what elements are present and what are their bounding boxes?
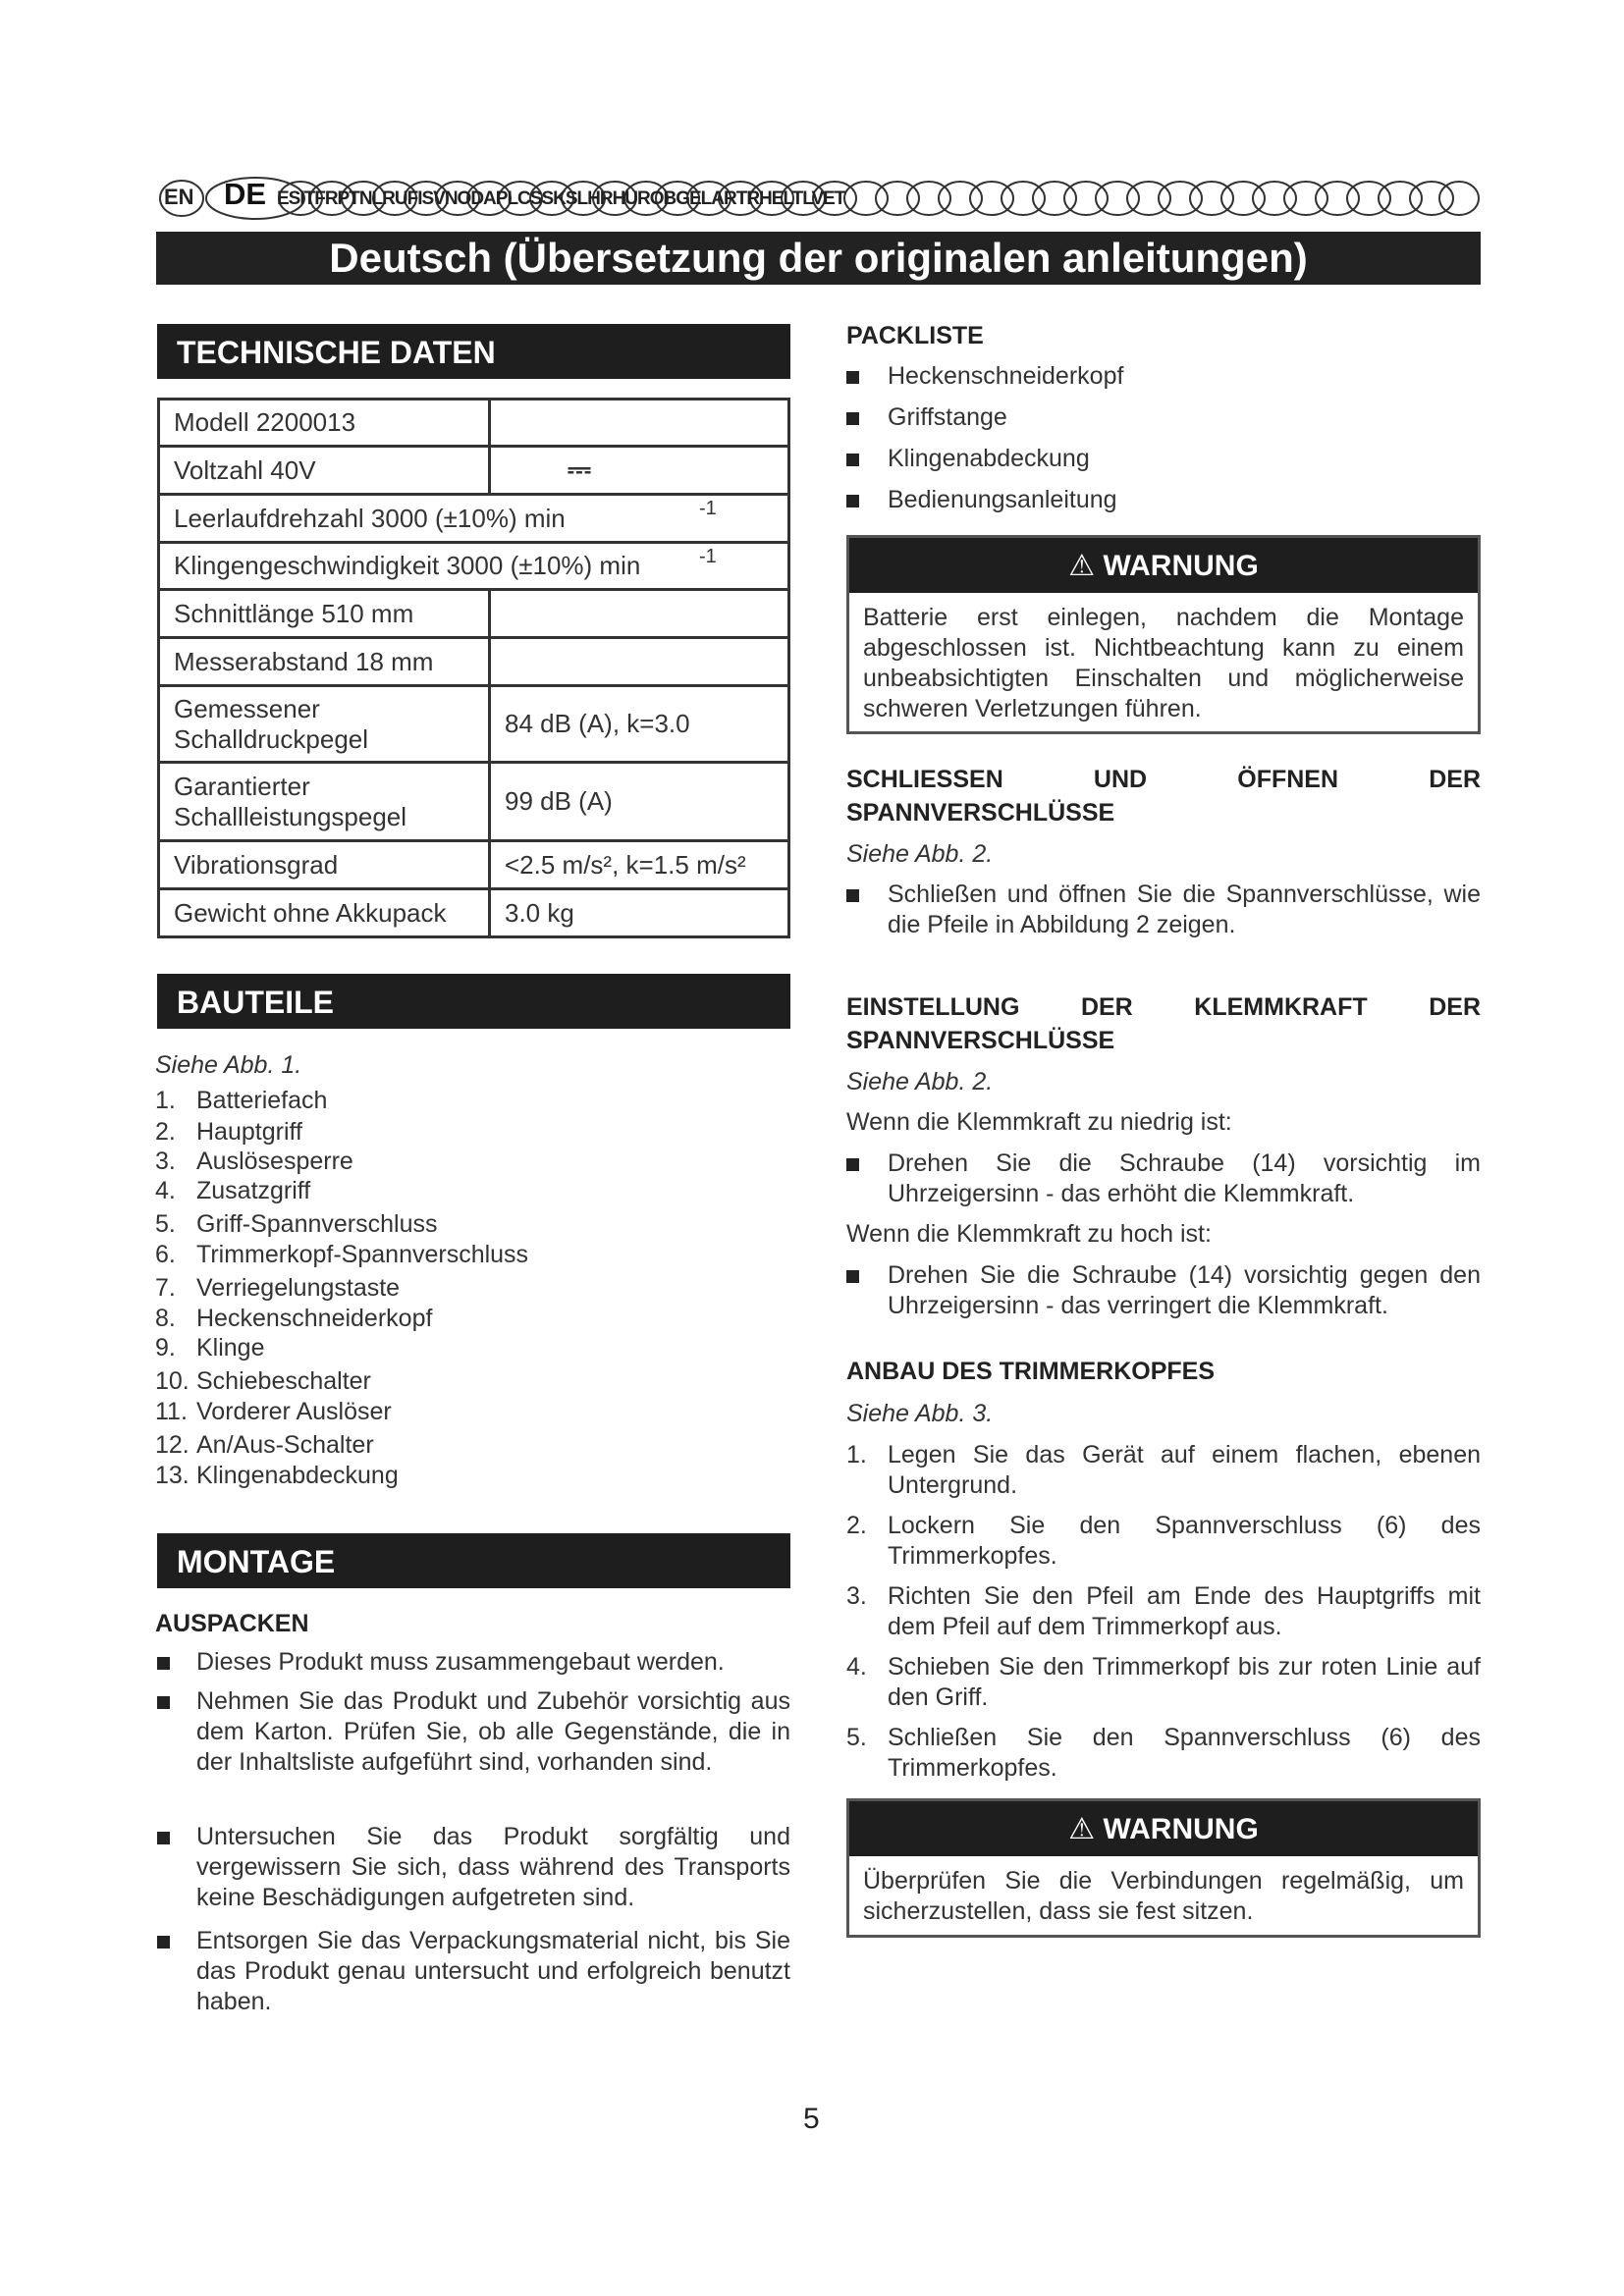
spec-label: Gewicht ohne Akkupack [159, 889, 490, 937]
superscript: -1 [699, 546, 717, 567]
list-item: 2. Lockern Sie den Spannverschluss (6) des Trimmerkopfes. [846, 1512, 1481, 1570]
list-item: 2. Hauptgriff [155, 1118, 302, 1146]
spec-value: 99 dB (A) [490, 763, 789, 841]
bullet-icon [157, 1832, 170, 1844]
list-item: 13. Klingenabdeckung [155, 1462, 399, 1489]
bullet-icon [157, 1696, 170, 1709]
list-item: 11. Vorderer Auslöser [155, 1398, 392, 1425]
list-item: Drehen Sie die Schraube (14) vorsichtig gegen den Uhrzeigersinn - das verringert die Klemmkraft. [846, 1260, 1481, 1321]
bullet-icon [846, 412, 859, 425]
section-anbau-heading: ANBAU DES TRIMMERKOPFES [846, 1358, 1216, 1385]
section-packliste-heading: PACKLISTE [846, 322, 984, 349]
list-item: 9. Klinge [155, 1334, 265, 1362]
bullet-icon [846, 495, 859, 507]
list-item: 4. Zusatzgriff [155, 1177, 311, 1204]
list-item: 6. Trimmerkopf-Spannverschluss [155, 1241, 529, 1268]
list-item: Heckenschneiderkopf [846, 361, 1475, 392]
list-item: Untersuchen Sie das Produkt sorgfältig und vergewissern Sie sich, dass während des Transports keine Beschädigungen aufgetreten sind. [157, 1822, 790, 1913]
table-row [159, 686, 789, 763]
table-row [159, 889, 789, 937]
list-item: 3. Auslösesperre [155, 1148, 353, 1175]
spec-label: Leerlaufdrehzahl 3000 (±10%) min [159, 495, 789, 543]
warning-text: Überprüfen Sie die Verbindungen regelmäßig, um sicherzustellen, dass sie fest sitzen. [863, 1867, 1464, 1925]
spec-value [490, 590, 789, 638]
bullet-icon [846, 371, 859, 384]
warning-header: ⚠ WARNUNG [849, 538, 1478, 593]
warning-header: ⚠ WARNUNG [849, 1801, 1478, 1856]
subheading-auspacken: AUSPACKEN [155, 1610, 309, 1637]
list-item: 12. An/Aus-Schalter [155, 1431, 374, 1459]
table-row [159, 543, 789, 590]
list-item: Griffstange [846, 402, 1475, 433]
table-row [159, 638, 789, 686]
bullet-icon [846, 454, 859, 466]
section-montage-heading: MONTAGE [157, 1533, 790, 1588]
spec-value: 3.0 kg [490, 889, 789, 937]
bullet-icon [846, 889, 859, 902]
paragraph: Wenn die Klemmkraft zu hoch ist: [846, 1220, 1212, 1248]
warning-triangle-icon: ⚠ [1068, 1813, 1096, 1845]
spec-label: Garantierter Schallleistungspegel [159, 763, 490, 841]
spec-label: Klingengeschwindigkeit 3000 (±10%) min [159, 543, 789, 590]
list-item: Drehen Sie die Schraube (14) vorsichtig im Uhrzeigersinn - das erhöht die Klemmkraft. [846, 1148, 1481, 1209]
list-item: 1. Batteriefach [155, 1087, 328, 1114]
bullet-icon [157, 1657, 170, 1670]
spec-value: <2.5 m/s², k=1.5 m/s² [490, 841, 789, 889]
figure-reference: Siehe Abb. 2. [846, 840, 994, 868]
list-item: 8. Heckenschneiderkopf [155, 1305, 433, 1332]
table-row [159, 495, 789, 543]
list-item: Schließen und öffnen Sie die Spannverschlüsse, wie die Pfeile in Abbildung 2 zeigen. [846, 880, 1481, 940]
figure-reference: Siehe Abb. 1. [155, 1051, 302, 1079]
list-item: Dieses Produkt muss zusammengebaut werden. [157, 1647, 790, 1678]
list-item: 3. Richten Sie den Pfeil am Ende des Hauptgriffs mit dem Pfeil auf dem Trimmerkopf aus. [846, 1582, 1481, 1640]
warning-triangle-icon: ⚠ [1068, 550, 1096, 582]
lang-tab-de: DE [224, 177, 267, 211]
figure-reference: Siehe Abb. 3. [846, 1400, 994, 1427]
spec-label: Modell 2200013 [159, 400, 490, 447]
section-bauteile-heading: BAUTEILE [157, 974, 790, 1029]
superscript: -1 [699, 498, 717, 519]
page-number: 5 [803, 2103, 820, 2135]
list-item: Entsorgen Sie das Verpackungsmaterial nicht, bis Sie das Produkt genau untersucht und erfolgreich benutzt haben. [157, 1926, 790, 2017]
list-item: 5. Griff-Spannverschluss [155, 1210, 438, 1238]
spec-label: Messerabstand 18 mm [159, 638, 490, 686]
lang-tab-en: EN [164, 185, 194, 209]
spec-label: Voltzahl 40V [159, 447, 490, 495]
spec-value: 84 dB (A), k=3.0 [490, 686, 789, 763]
table-row [159, 447, 789, 495]
warning-box [846, 535, 1481, 734]
list-item: 7. Verriegelungstaste [155, 1274, 401, 1302]
list-item: 5. Schließen Sie den Spannverschluss (6) des Trimmerkopfes. [846, 1724, 1481, 1782]
lang-tabs-other: ESITFRPTNLRUFISVNODAPLCSSKSLHRHUROBGELARTRHELTLVET [277, 188, 845, 209]
table-row [159, 763, 789, 841]
list-item: 1. Legen Sie das Gerät auf einem flachen, ebenen Untergrund. [846, 1441, 1481, 1499]
section-schliessen-heading: SCHLIESSEN UND ÖFFNEN DER SPANNVERSCHLÜSSE [846, 766, 1481, 827]
spec-label: Vibrationsgrad [159, 841, 490, 889]
warning-box [846, 1798, 1481, 1938]
spec-value [490, 400, 789, 447]
table-row [159, 400, 789, 447]
dc-symbol-icon: ⎓ [490, 447, 789, 495]
figure-reference: Siehe Abb. 2. [846, 1068, 994, 1095]
spec-value [490, 638, 789, 686]
bullet-icon [846, 1158, 859, 1171]
spec-label: Schnittlänge 510 mm [159, 590, 490, 638]
list-item: Bedienungsanleitung [846, 485, 1475, 515]
page-title: Deutsch (Übersetzung der originalen anleitungen) [156, 232, 1481, 285]
spec-table [157, 398, 790, 938]
section-einstellung-heading: EINSTELLUNG DER KLEMMKRAFT DER SPANNVERSCHLÜSSE [846, 993, 1481, 1054]
bullet-icon [157, 1936, 170, 1949]
list-item: 4. Schieben Sie den Trimmerkopf bis zur roten Linie auf den Griff. [846, 1653, 1481, 1711]
table-row [159, 590, 789, 638]
list-item: 10. Schiebeschalter [155, 1367, 371, 1395]
list-item: Klingenabdeckung [846, 444, 1475, 474]
list-item: Nehmen Sie das Produkt und Zubehör vorsichtig aus dem Karton. Prüfen Sie, ob alle Gegenstände, die in der Inhaltsliste aufgeführt sind, vorhanden sind. [157, 1686, 790, 1778]
spec-label: Gemessener Schalldruckpegel [159, 686, 490, 763]
bullet-icon [846, 1270, 859, 1283]
warning-text: Batterie erst einlegen, nachdem die Montage abgeschlossen ist. Nichtbeachtung kann zu einem unbeabsichtigten Einschalten und möglicherweise schweren Verletzungen führen. [863, 604, 1464, 722]
section-technische-daten-heading: TECHNISCHE DATEN [157, 324, 790, 379]
table-row [159, 841, 789, 889]
paragraph: Wenn die Klemmkraft zu niedrig ist: [846, 1108, 1232, 1136]
